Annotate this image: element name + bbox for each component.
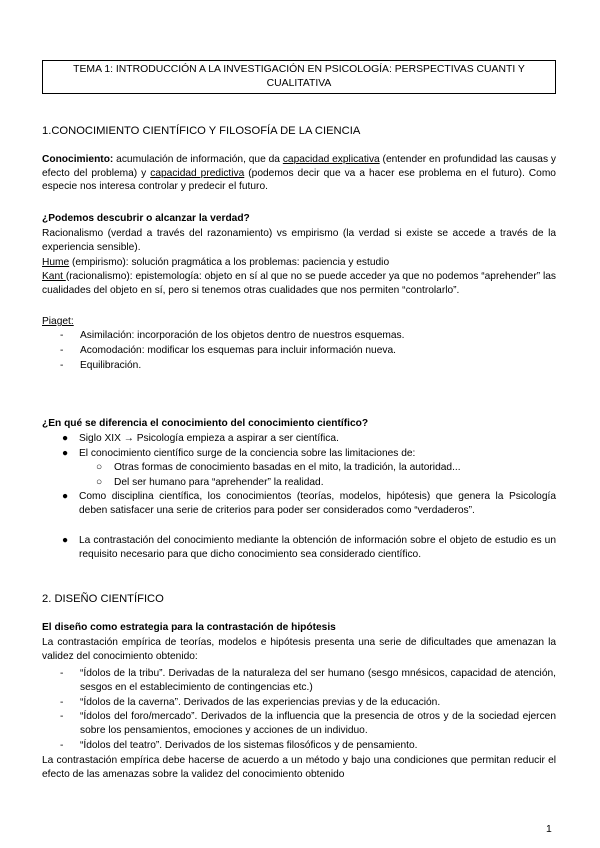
piaget-item: Asimilación: incorporación de los objetos dentro de nuestros esquemas.: [80, 330, 405, 341]
section-1-heading: 1.CONOCIMIENTO CIENTÍFICO Y FILOSOFÍA DE LA CIENCIA: [42, 125, 361, 137]
page-number: 1: [546, 824, 552, 835]
definition-underline-predictiva: capacidad predictiva: [150, 167, 245, 179]
bullet-item: Como disciplina científica, los conocimientos (teorías, modelos, hipótesis) que genera la Psicología deben satisfacer una serie de criterios para poder ser considerados como “verdaderos”.: [79, 491, 556, 516]
definition-text-1: acumulación de información, que da: [113, 154, 283, 165]
definition-text-3: (podemos decir que va a hacer ese problema en el futuro). Como especie nos interesa controlar y predecir el futuro.: [42, 167, 556, 193]
bullet-item: La contrastación del conocimiento mediante la obtención de información sobre el objeto de estudio es un requisito necesario para que dicho conocimiento sea considerado científico.: [79, 535, 556, 560]
dash-marker: -: [60, 345, 64, 356]
piaget-label: Piaget:: [42, 316, 74, 327]
kant-name: Kant: [42, 271, 66, 282]
question-diferencia: ¿En qué se diferencia el conocimiento del conocimiento científico?: [42, 418, 369, 429]
sub-bullet-item: Del ser humano para “aprehender” la realidad.: [114, 477, 324, 488]
definition-term: Conocimiento:: [42, 154, 114, 165]
dash-marker: -: [60, 740, 64, 751]
hume-line: [42, 256, 556, 270]
dash-marker: -: [60, 330, 64, 341]
sub-bullet-marker: ○: [96, 477, 103, 488]
section-2-intro: La contrastación empírica de teorías, modelos e hipótesis presenta una serie de dificultades que amenazan la validez del conocimiento obtenido:: [42, 637, 556, 662]
bullet-marker: ●: [62, 535, 69, 546]
piaget-item: Equilibración.: [80, 360, 142, 371]
document-title: [42, 60, 556, 94]
idol-item: “Ídolos del teatro”. Derivados de los sistemas filosóficos y de pensamiento.: [80, 740, 418, 751]
document-title-text: TEMA 1: INTRODUCCIÓN A LA INVESTIGACIÓN EN PSICOLOGÍA: PERSPECTIVAS CUANTI Y CUALITATIVA: [73, 64, 525, 89]
bullet-item: El conocimiento científico surge de la conciencia sobre las limitaciones de:: [79, 448, 416, 459]
idol-item: “Ídolos de la caverna”. Derivados de las experiencias previas y de la educación.: [80, 697, 441, 708]
question-verdad: ¿Podemos descubrir o alcanzar la verdad?: [42, 213, 250, 224]
dash-marker: -: [60, 360, 64, 371]
section-2-heading: 2. DISEÑO CIENTÍFICO: [42, 593, 164, 605]
definition-underline-explicativa: capacidad explicativa: [282, 154, 380, 165]
racionalismo-paragraph: Racionalismo (verdad a través del razonamiento) vs empirismo (la verdad si existe se accede a través de la experiencia sensible).: [42, 228, 556, 253]
bullet-item: Siglo XIX → Psicología empieza a aspirar a ser científica.: [79, 433, 339, 444]
kant-text: (racionalismo): epistemología: objeto en sí al que no se puede acceder ya que no podemos “aprehender” las cualidades del objeto en sí, pero si tenemos otras cualidades que nos permiten “controlarlo”.: [42, 271, 556, 296]
definition-text-2: (entender en profundidad las causas y efecto del problema) y: [42, 154, 557, 179]
section-2-subheading: El diseño como estrategia para la contrastación de hipótesis: [42, 622, 336, 633]
hume-name: Hume: [42, 257, 70, 268]
idol-item: “Ídolos del foro/mercado”. Derivados de la influencia que la presencia de otros y de la sociedad ejercen sobre los pensamientos, emociones y acciones de un individuo.: [80, 711, 556, 736]
dash-marker: -: [60, 668, 64, 679]
bullet-marker: ●: [62, 448, 69, 459]
sub-bullet-item: Otras formas de conocimiento basadas en el mito, la tradición, la autoridad...: [114, 462, 461, 473]
bullet-marker: ●: [62, 491, 69, 502]
kant-paragraph: [42, 270, 556, 297]
section-2-conclusion: La contrastación empírica debe hacerse de acuerdo a un método y bajo una condiciones que permitan reducir el efecto de las amenazas sobre la validez del conocimiento obtenido: [42, 755, 556, 780]
definition-paragraph: [42, 153, 556, 194]
sub-bullet-marker: ○: [96, 462, 103, 473]
piaget-item: Acomodación: modificar los esquemas para incluir información nueva.: [80, 345, 396, 356]
dash-marker: -: [60, 711, 64, 722]
hume-text: (empirismo): solución pragmática a los problemas: paciencia y estudio: [69, 257, 390, 268]
dash-marker: -: [60, 697, 64, 708]
bullet-marker: ●: [62, 433, 69, 444]
idol-item: “Ídolos de la tribu”. Derivadas de la naturaleza del ser humano (sesgo mnésicos, capacidad de atención, sesgos en el establecimiento de contingencias etc.): [80, 668, 556, 693]
